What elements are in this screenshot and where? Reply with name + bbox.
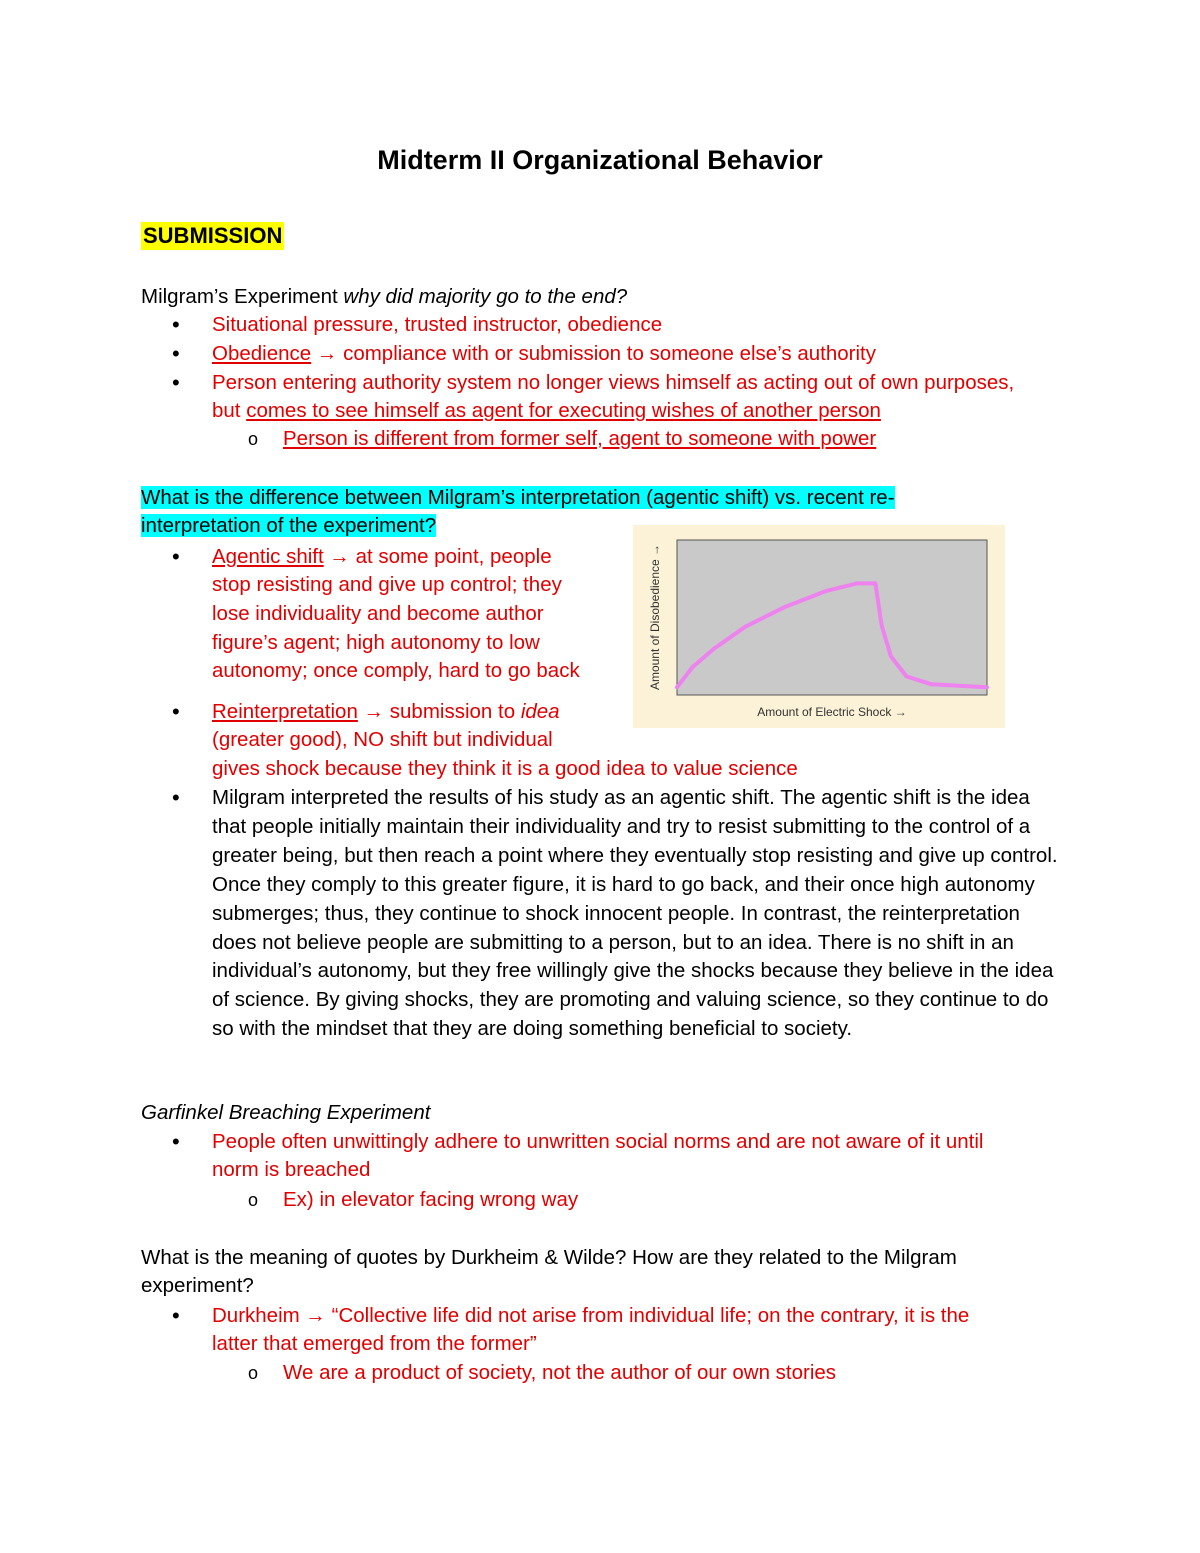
bullet-icon: • xyxy=(172,1303,180,1328)
agentic-line-1 xyxy=(212,543,552,572)
bullet-icon: • xyxy=(172,544,180,569)
agentic-line-2: stop resisting and give up control; they xyxy=(212,573,562,596)
milgram-question: why did majority go to the end? xyxy=(343,285,628,308)
reinterp-line-3: gives shock because they think it is a good idea to value science xyxy=(212,757,798,780)
disobedience-chart xyxy=(633,525,1005,728)
bullet-icon: • xyxy=(172,699,180,724)
milgram-bullet-3-line-2 xyxy=(212,397,881,426)
obedience-term: Obedience xyxy=(212,342,312,365)
plot-area xyxy=(677,540,987,695)
durkheim-question-line-2: experiment? xyxy=(141,1274,254,1297)
milgram-bullet-2 xyxy=(212,340,876,369)
durkheim-bullet-line-1 xyxy=(212,1302,969,1331)
page-title: Midterm II Organizational Behavior xyxy=(377,145,823,175)
milgram-label: Milgram’s Experiment xyxy=(141,285,338,308)
obedience-definition: compliance with or submission to someone else’s authority xyxy=(337,342,876,365)
durkheim-sub-bullet: We are a product of society, not the author of our own stories xyxy=(283,1361,837,1384)
arrow-icon: → xyxy=(323,545,350,568)
reinterp-text-1: submission to xyxy=(384,700,521,723)
garfinkel-bullet-line-2: norm is breached xyxy=(212,1158,371,1181)
durkheim-bullet-line-2: latter that emerged from the former” xyxy=(212,1332,537,1355)
reinterp-line-1 xyxy=(212,698,560,727)
agent-phrase: comes to see himself as agent for executing wishes of another person xyxy=(246,399,881,422)
garfinkel-sub-bullet: Ex) in elevator facing wrong way xyxy=(283,1188,579,1211)
bullet-icon: • xyxy=(172,370,180,395)
section-heading-submission: SUBMISSION xyxy=(143,223,283,248)
durkheim-question-line-1: What is the meaning of quotes by Durkheim & Wilde? How are they related to the Milgram xyxy=(141,1246,957,1269)
reinterp-term: Reinterpretation xyxy=(212,700,358,723)
arrow-icon: → xyxy=(357,700,385,723)
difference-question-text-2: interpretation of the experiment? xyxy=(141,514,437,537)
agentic-line-3: lose individuality and become author xyxy=(212,602,544,625)
explanation-paragraph: Milgram interpreted the results of his study as an agentic shift. The agentic shift is the idea that people initially maintain their individuality and try to resist submitting to the control of a greater being, but then reach a point where they eventually stop resisting and give up control. Once they comply to this greater figure, it is hard to go back, and their once high autonomy submerges; thus, they continue to shock innocent people. In contrast, the reinterpretation does not believe people are submitting to a person, but to an idea. There is no shift in an individual’s autonomy, but they free willingly give the shocks because they believe in the idea of science. By giving shocks, they are promoting and valuing science, so they continue to do so with the mindset that they are doing something beneficial to society. xyxy=(212,786,1058,1041)
milgram-label-line xyxy=(141,283,627,311)
arrow-icon: → xyxy=(299,1304,326,1327)
bullet-icon: • xyxy=(172,785,180,810)
agentic-term: Agentic shift xyxy=(212,545,324,568)
difference-question-line-1 xyxy=(141,484,895,512)
durkheim-term: Durkheim xyxy=(212,1304,300,1327)
reinterp-line-2: (greater good), NO shift but individual xyxy=(212,728,553,751)
x-axis-label: Amount of Electric Shock → xyxy=(757,705,907,719)
sub-bullet-icon: o xyxy=(248,1190,259,1210)
sub-bullet-icon: o xyxy=(248,429,259,449)
arrow-icon: → xyxy=(316,342,338,365)
difference-question-text-1: What is the difference between Milgram’s interpretation (agentic shift) vs. recent re- xyxy=(141,486,895,509)
bullet-icon: • xyxy=(172,1129,180,1154)
garfinkel-bullet-line-1: People often unwittingly adhere to unwritten social norms and are not aware of it until xyxy=(212,1130,984,1153)
reinterp-idea: idea xyxy=(520,700,560,723)
milgram-bullet-3-line-1: Person entering authority system no longer views himself as acting out of own purposes, xyxy=(212,371,1015,394)
bullet-3-lead: but xyxy=(212,399,247,422)
difference-question-line-2 xyxy=(141,512,436,540)
agentic-line-4: figure’s agent; high autonomy to low xyxy=(212,631,540,654)
garfinkel-label: Garfinkel Breaching Experiment xyxy=(141,1101,431,1124)
agentic-line-5: autonomy; once comply, hard to go back xyxy=(212,659,580,682)
durkheim-quote-1: “Collective life did not arise from individual life; on the contrary, it is the xyxy=(325,1304,970,1327)
sub-bullet-icon: o xyxy=(248,1363,259,1383)
agentic-text-1: at some point, people xyxy=(349,545,552,568)
chart-svg xyxy=(633,525,1005,728)
milgram-bullet-1: Situational pressure, trusted instructor, obedience xyxy=(212,313,663,336)
milgram-sub-bullet: Person is different from former self, agent to someone with power xyxy=(283,427,877,450)
y-axis-label: Amount of Disobedience → xyxy=(648,543,662,691)
bullet-icon: • xyxy=(172,312,180,337)
bullet-icon: • xyxy=(172,341,180,366)
